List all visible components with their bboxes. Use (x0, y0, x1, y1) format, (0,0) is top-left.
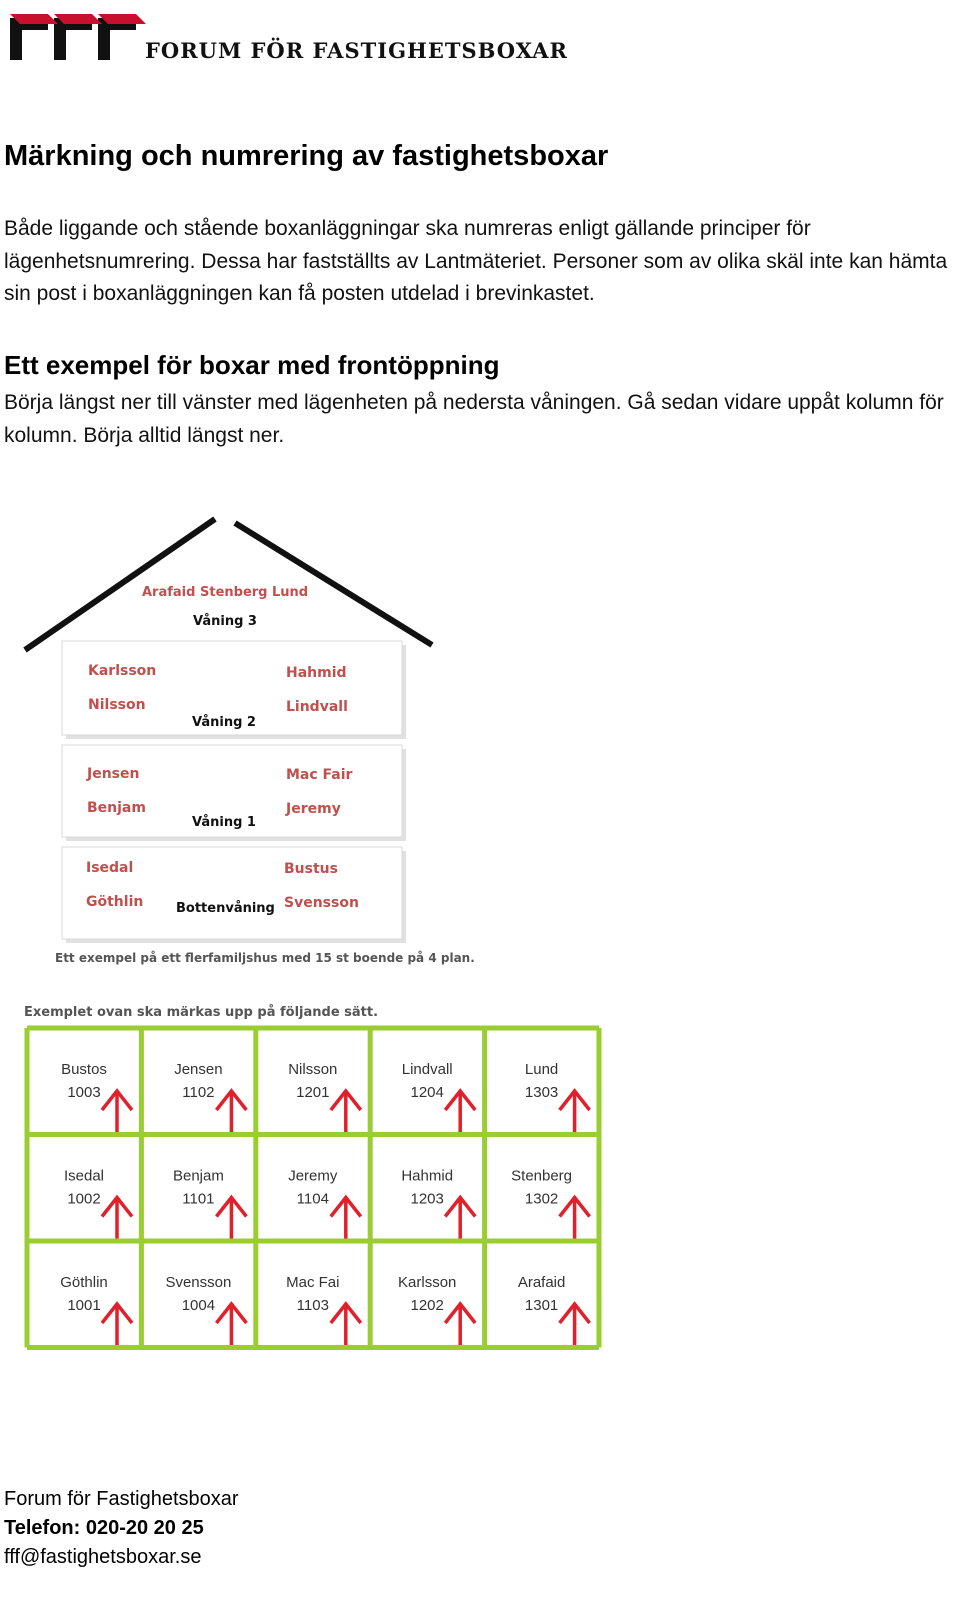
house-name: Jensen (87, 766, 140, 782)
cell-name: Jensen (174, 1061, 223, 1078)
logo-mark (8, 10, 158, 65)
cell-name: Jeremy (288, 1167, 338, 1185)
cell-number: 1202 (410, 1297, 444, 1314)
grid-cell (61, 1061, 132, 1132)
house-name: Benjam (87, 800, 146, 816)
grid-cell (401, 1168, 475, 1239)
cell-number: 1201 (296, 1084, 330, 1101)
grid-cell (402, 1061, 475, 1132)
intro-paragraph: Både liggande och stående boxanläggningar ska numreras enligt gällande principer för lägenhetsnumrering. Dessa har fastställts av Lantmäteriet. Personer som av olika skäl inte kan hämta sin post i boxanläggningen kan få posten utdelad i brevinkastet. (4, 217, 948, 305)
cell-name: Mac Fai (286, 1274, 340, 1291)
logo-text: FORUM FÖR FASTIGHETSBOXAR (145, 38, 569, 63)
grid-cell (525, 1061, 590, 1132)
house-name: Karlsson (88, 663, 157, 679)
cell-number: 1104 (296, 1190, 329, 1208)
house-name: Isedal (86, 860, 134, 876)
house-name: Jeremy (286, 801, 341, 817)
house-top-name: Arafaid (142, 585, 196, 600)
house-caption: Ett exempel på ett flerfamiljshus med 15 st boende på 4 plan. (55, 951, 475, 965)
grid-caption: Exemplet ovan ska märkas upp på följande sätt. (24, 1005, 379, 1020)
cell-name: Svensson (165, 1274, 232, 1291)
footer-email: fff@fastighetsboxar.se (4, 1546, 202, 1568)
cell-name: Lund (524, 1061, 559, 1078)
floor-label: Bottenvåning (176, 901, 275, 916)
cell-number: 1302 (524, 1190, 559, 1208)
house-name: Mac Fair (286, 767, 353, 783)
cell-number: 1001 (67, 1297, 101, 1314)
cell-number: 1301 (524, 1297, 559, 1314)
grid-cell (64, 1168, 132, 1239)
example-figure (0, 505, 960, 1365)
cell-name: Hahmid (401, 1167, 454, 1185)
example-paragraph: Börja längst ner till vänster med lägenheten på nedersta våningen. Gå sedan vidare uppåt kolumn för kolumn. Börja alltid längst ner. (4, 391, 944, 447)
cell-name: Karlsson (398, 1274, 457, 1291)
cell-name: Arafaid (517, 1274, 566, 1291)
house-name: Svensson (284, 895, 359, 911)
cell-number: 1102 (182, 1084, 215, 1101)
house-name: Göthlin (86, 894, 144, 910)
cell-name: Göthlin (60, 1274, 108, 1291)
page-title: Märkning och numrering av fastighetsboxar (4, 140, 609, 172)
cell-number: 1103 (296, 1297, 329, 1314)
cell-name: Lindvall (401, 1061, 453, 1078)
cell-name: Bustos (61, 1061, 107, 1078)
floor-label: Våning 3 (193, 614, 257, 629)
grid-cell (173, 1168, 246, 1239)
cell-name: Isedal (63, 1167, 105, 1185)
cell-name: Benjam (172, 1167, 224, 1185)
footer-phone: Telefon: 020-20 20 25 (4, 1517, 204, 1539)
floor-label: Våning 1 (192, 815, 256, 830)
footer-org: Forum för Fastighetsboxar (4, 1488, 239, 1510)
cell-number: 1204 (410, 1084, 444, 1101)
grid-cell (511, 1168, 589, 1239)
grid-cell (288, 1061, 361, 1132)
grid-cell (518, 1274, 590, 1345)
example-heading: Ett exempel för boxar med frontöppning (4, 350, 500, 380)
cell-number: 1002 (67, 1190, 101, 1208)
house-top-name: Stenberg (200, 585, 268, 600)
house-name: Nilsson (88, 697, 146, 713)
house-name: Hahmid (286, 665, 347, 681)
cell-number: 1004 (181, 1297, 216, 1314)
grid-cell (398, 1274, 475, 1345)
cell-name: Stenberg (511, 1167, 573, 1185)
grid-cell (174, 1061, 246, 1132)
grid-cell (288, 1168, 361, 1239)
footer (4, 1485, 239, 1572)
grid-cell (60, 1274, 132, 1345)
cell-number: 1303 (524, 1084, 559, 1101)
floor-label: Våning 2 (192, 715, 256, 730)
house-name: Lindvall (286, 699, 348, 715)
cell-name: Nilsson (288, 1061, 338, 1078)
grid-cell (165, 1274, 246, 1345)
house-top-name: Lund (272, 585, 309, 600)
cell-number: 1203 (410, 1190, 444, 1208)
cell-number: 1101 (182, 1190, 215, 1208)
cell-number: 1003 (67, 1084, 101, 1101)
house-name: Bustus (284, 861, 338, 877)
grid-cell (286, 1274, 361, 1345)
roof-right-line (235, 523, 432, 645)
